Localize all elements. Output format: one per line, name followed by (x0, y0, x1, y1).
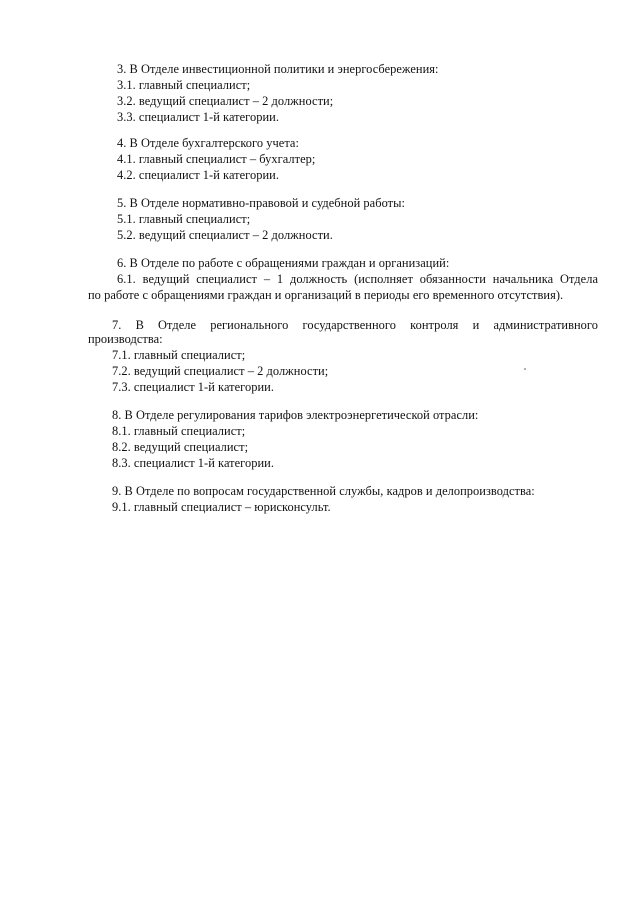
list-item-3-3: 3.3. специалист 1-й категории. (117, 110, 280, 124)
section-4-heading: 4. В Отделе бухгалтерского учета: (117, 136, 299, 150)
list-item-3-1: 3.1. главный специалист; (117, 78, 251, 92)
list-item-4-2: 4.2. специалист 1-й категории. (117, 168, 280, 182)
list-item-7-3: 7.3. специалист 1-й категории. (112, 380, 275, 394)
scan-speck (524, 368, 526, 370)
section-7-heading: 7. В Отделе регионального государственного контроля и административного (112, 318, 598, 332)
list-item-8-3: 8.3. специалист 1-й категории. (112, 456, 275, 470)
list-item-8-2: 8.2. ведущий специалист; (112, 440, 249, 454)
section-9-heading: 9. В Отделе по вопросам государственной службы, кадров и делопроизводства: (112, 484, 535, 498)
list-item-4-1: 4.1. главный специалист – бухгалтер; (117, 152, 316, 166)
list-item-6-1-cont: по работе с обращениями граждан и организаций в периоды его временного отсутствия). (88, 288, 564, 302)
list-item-6-1: 6.1. ведущий специалист – 1 должность (исполняет обязанности начальника Отдела (117, 272, 598, 286)
section-8-heading: 8. В Отделе регулирования тарифов электроэнергетической отрасли: (112, 408, 479, 422)
section-3-heading: 3. В Отделе инвестиционной политики и энергосбережения: (117, 62, 439, 76)
list-item-5-2: 5.2. ведущий специалист – 2 должности. (117, 228, 333, 242)
list-item-7-2: 7.2. ведущий специалист – 2 должности; (112, 364, 329, 378)
list-item-9-1: 9.1. главный специалист – юрисконсульт. (112, 500, 331, 514)
section-5-heading: 5. В Отделе нормативно-правовой и судебной работы: (117, 196, 405, 210)
list-item-3-2: 3.2. ведущий специалист – 2 должности; (117, 94, 334, 108)
section-7-heading-cont: производства: (88, 332, 163, 346)
list-item-8-1: 8.1. главный специалист; (112, 424, 246, 438)
list-item-7-1: 7.1. главный специалист; (112, 348, 246, 362)
list-item-5-1: 5.1. главный специалист; (117, 212, 251, 226)
section-6-heading: 6. В Отделе по работе с обращениями граждан и организаций: (117, 256, 450, 270)
